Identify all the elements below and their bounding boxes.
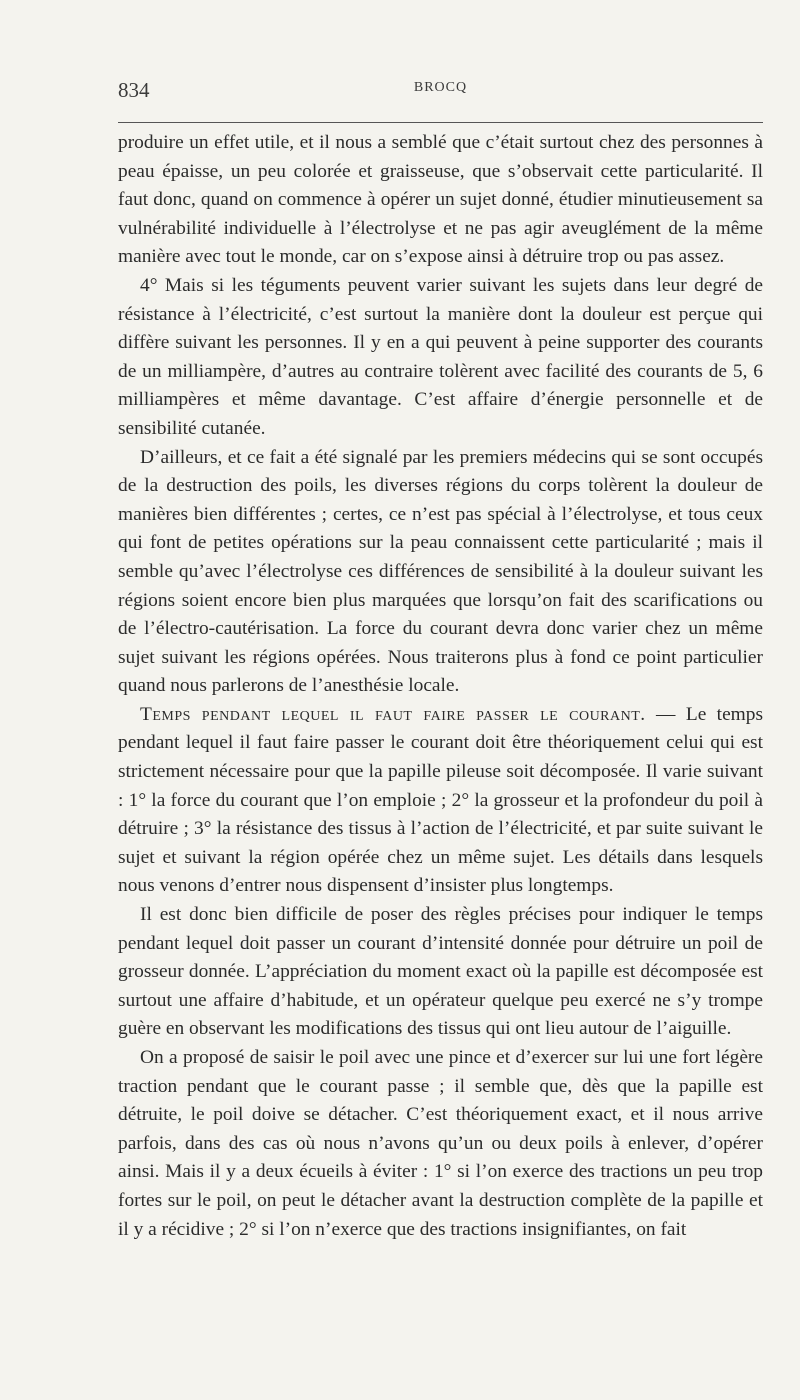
section-heading: Temps pendant lequel il faut faire passer le courant. xyxy=(140,703,646,725)
paragraph: D’ailleurs, et ce fait a été signalé par les premiers médecins qui se sont occupés de la destruction des poils, les diverses régions du corps tolèrent la douleur de manières bien différentes ; certes, ce n’est pas spécial à l’électrolyse, et tous ceux qui font de petites opérations sur la peau connaissent cette particularité ; mais il semble qu’avec l’électrolyse ces différences de sensibilité à la douleur suivant les régions soient encore bien plus marquées que lorsqu’on fait des scarifications ou de l’électro-cautérisation. La force du courant devra donc varier chez un même sujet suivant les régions opérées. Nous traiterons plus à fond ce point particulier quand nous parlerons de l’anesthésie locale. xyxy=(118,446,763,697)
page-header xyxy=(118,78,763,112)
header-rule xyxy=(118,122,763,123)
page-number: 834 xyxy=(118,78,150,102)
section-dash: — xyxy=(645,703,686,725)
paragraph: 4° Mais si les téguments peuvent varier suivant les sujets dans leur degré de résistance à l’électricité, c’est surtout la manière dont la douleur est perçue qui diffère suivant les personnes. Il y en a qui peuvent à peine supporter des courants de un milliampère, d’autres au contraire tolèrent avec facilité des courants de 5, 6 milliampères et même davantage. C’est affaire d’énergie personnelle et de sensibilité cutanée. xyxy=(118,274,763,439)
body-text xyxy=(118,129,763,1244)
paragraph: Il est donc bien difficile de poser des règles précises pour indiquer le temps pendant lequel doit passer un courant d’intensité donnée pour détruire un poil de grosseur donnée. L’appréciation du moment exact où la papille est décomposée est surtout une affaire d’habitude, et un opérateur quelque peu exercé ne s’y trompe guère en observant les modifications des tissus qui ont lieu autour de l’aiguille. xyxy=(118,904,763,1040)
document-page xyxy=(118,78,763,1244)
section-text: Le temps pendant lequel il faut faire passer le courant doit être théoriquement celui qui est strictement nécessaire pour que la papille pileuse soit décomposée. Il varie suivant : 1° la force du courant que l’on emploie ; 2° la grosseur et la profondeur du poil à détruire ; 3° la résistance des tissus à l’action de l’électricité, et par suite suivant le sujet et suivant la région opérée chez un même sujet. Les détails dans lesquels nous venons d’entrer nous dispensent d’insister plus longtemps. xyxy=(118,703,764,897)
paragraph: produire un effet utile, et il nous a semblé que c’était surtout chez des personnes à peau épaisse, un peu colorée et graisseuse, que s’observait cette particularité. Il faut donc, quand on commence à opérer un sujet donné, étudier minutieusement sa vulnérabilité individuelle à l’électrolyse et ne pas agir aveuglément de la même manière avec tout le monde, car on s’expose ainsi à détruire trop ou pas assez. xyxy=(118,132,763,268)
section-paragraph xyxy=(118,701,763,901)
paragraph: On a proposé de saisir le poil avec une pince et d’exercer sur lui une fort légère traction pendant que le courant passe ; il semble que, dès que la papille est détruite, le poil doive se détacher. C’est théoriquement exact, et il nous arrive parfois, dans des cas où nous n’avons qu’un ou deux poils à enlever, d’opérer ainsi. Mais il y a deux écueils à éviter : 1° si l’on exerce des tractions un peu trop fortes sur le poil, on peut le détacher avant la destruction complète de la papille et il y a récidive ; 2° si l’on n’exerce que des tractions insignifiantes, on fait xyxy=(118,1047,763,1240)
running-title: BROCQ xyxy=(413,80,468,95)
